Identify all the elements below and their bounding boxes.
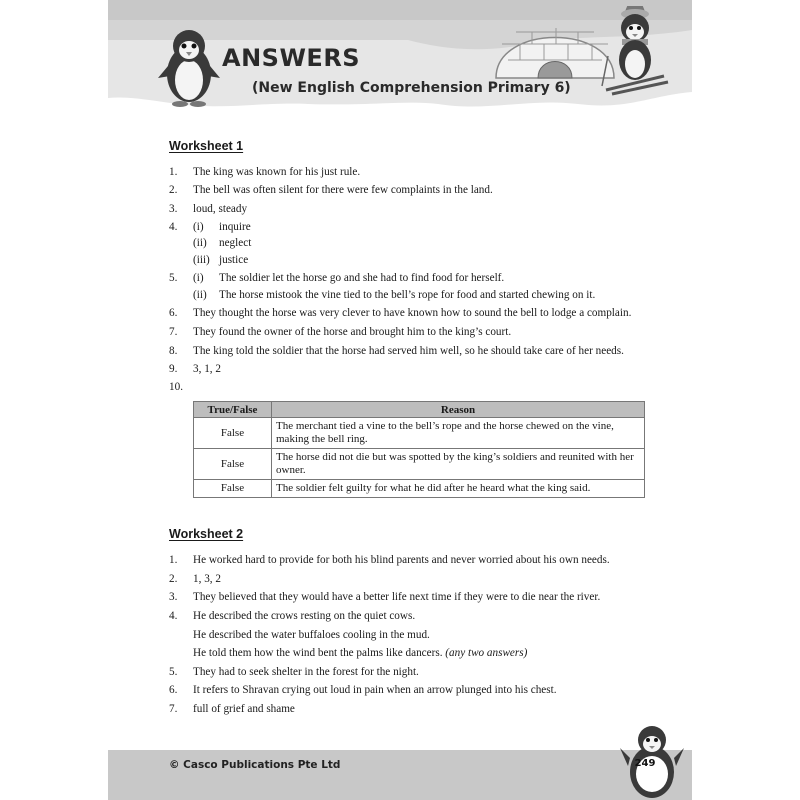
skiing-penguin-icon — [598, 6, 672, 96]
true-false-table — [193, 401, 645, 498]
worksheet-2-title: Worksheet 2 — [169, 527, 244, 541]
table-row — [194, 480, 645, 498]
table-header: Reason — [272, 402, 645, 418]
table-cell: False — [194, 418, 272, 449]
answer-page: ANSWERS (New English Comprehension Primary 6) Worksheet 1 1. The king was known for his just rule. 2. The bell was often silent for there were few complaints in the land. 3. loud, steady 4. (i) inquire (ii) neglect (iii) justice 5. (i) The soldier let the horse go and she had to find food for herself. (ii) The horse mistook the vine tied to the bell’s rope for food and started chewing on it. 6. They thought the horse was very clever to have known how to sound the bell to lodge a complain. 7. They found the owner of the horse and brought him to the king’s court. 8. The king told the soldier that the horse had served him well, so he should take care of her needs. 9. 3, 1, 2 10. True/False Reason False The merchant tied a vine to the bell’s rope and the horse chewed on the vine, making the bell ring. False The horse did not die but was spotted by the king’s soldiers and reunited with her owner. False The soldier felt guilty for what he did after he heard what the king said. Worksheet 2 1. He worked hard to provide for both his blind parents and never worried about his own needs. 2. 1, 3, 2 3. They believed that they would have a better life next time if they were to die near the river. 4. He described the crows resting on the quiet cows. He described the water buffaloes cooling in the mud. He told them how the wind bent the palms like dancers. (any two answers) 5. They had to seek shelter in the forest for the night. 6. It refers to Shravan crying out loud in pain when an arrow plunged into his chest. 7. full of grief and shame © Casco Publications Pte Ltd 249 — [108, 0, 692, 800]
page-subtitle: (New English Comprehension Primary 6) — [252, 80, 571, 96]
table-cell: False — [194, 449, 272, 480]
footer-band — [108, 750, 692, 800]
table-header: True/False — [194, 402, 272, 418]
answer-note: (any two answers) — [445, 647, 528, 659]
penguin-icon — [156, 22, 222, 108]
table-cell: The merchant tied a vine to the bell’s rope and the horse chewed on the vine, making the bell ring. — [272, 418, 645, 449]
worksheet-1-title: Worksheet 1 — [169, 139, 244, 153]
page-title: ANSWERS — [222, 44, 361, 72]
table-row — [194, 449, 645, 480]
page-number: 249 — [634, 758, 656, 769]
table-cell: The horse did not die but was spotted by the king’s soldiers and reunited with her owner. — [272, 449, 645, 480]
copyright-text: © Casco Publications Pte Ltd — [169, 759, 341, 771]
table-row — [194, 418, 645, 449]
table-cell: False — [194, 480, 272, 498]
table-cell: The soldier felt guilty for what he did after he heard what the king said. — [272, 480, 645, 498]
